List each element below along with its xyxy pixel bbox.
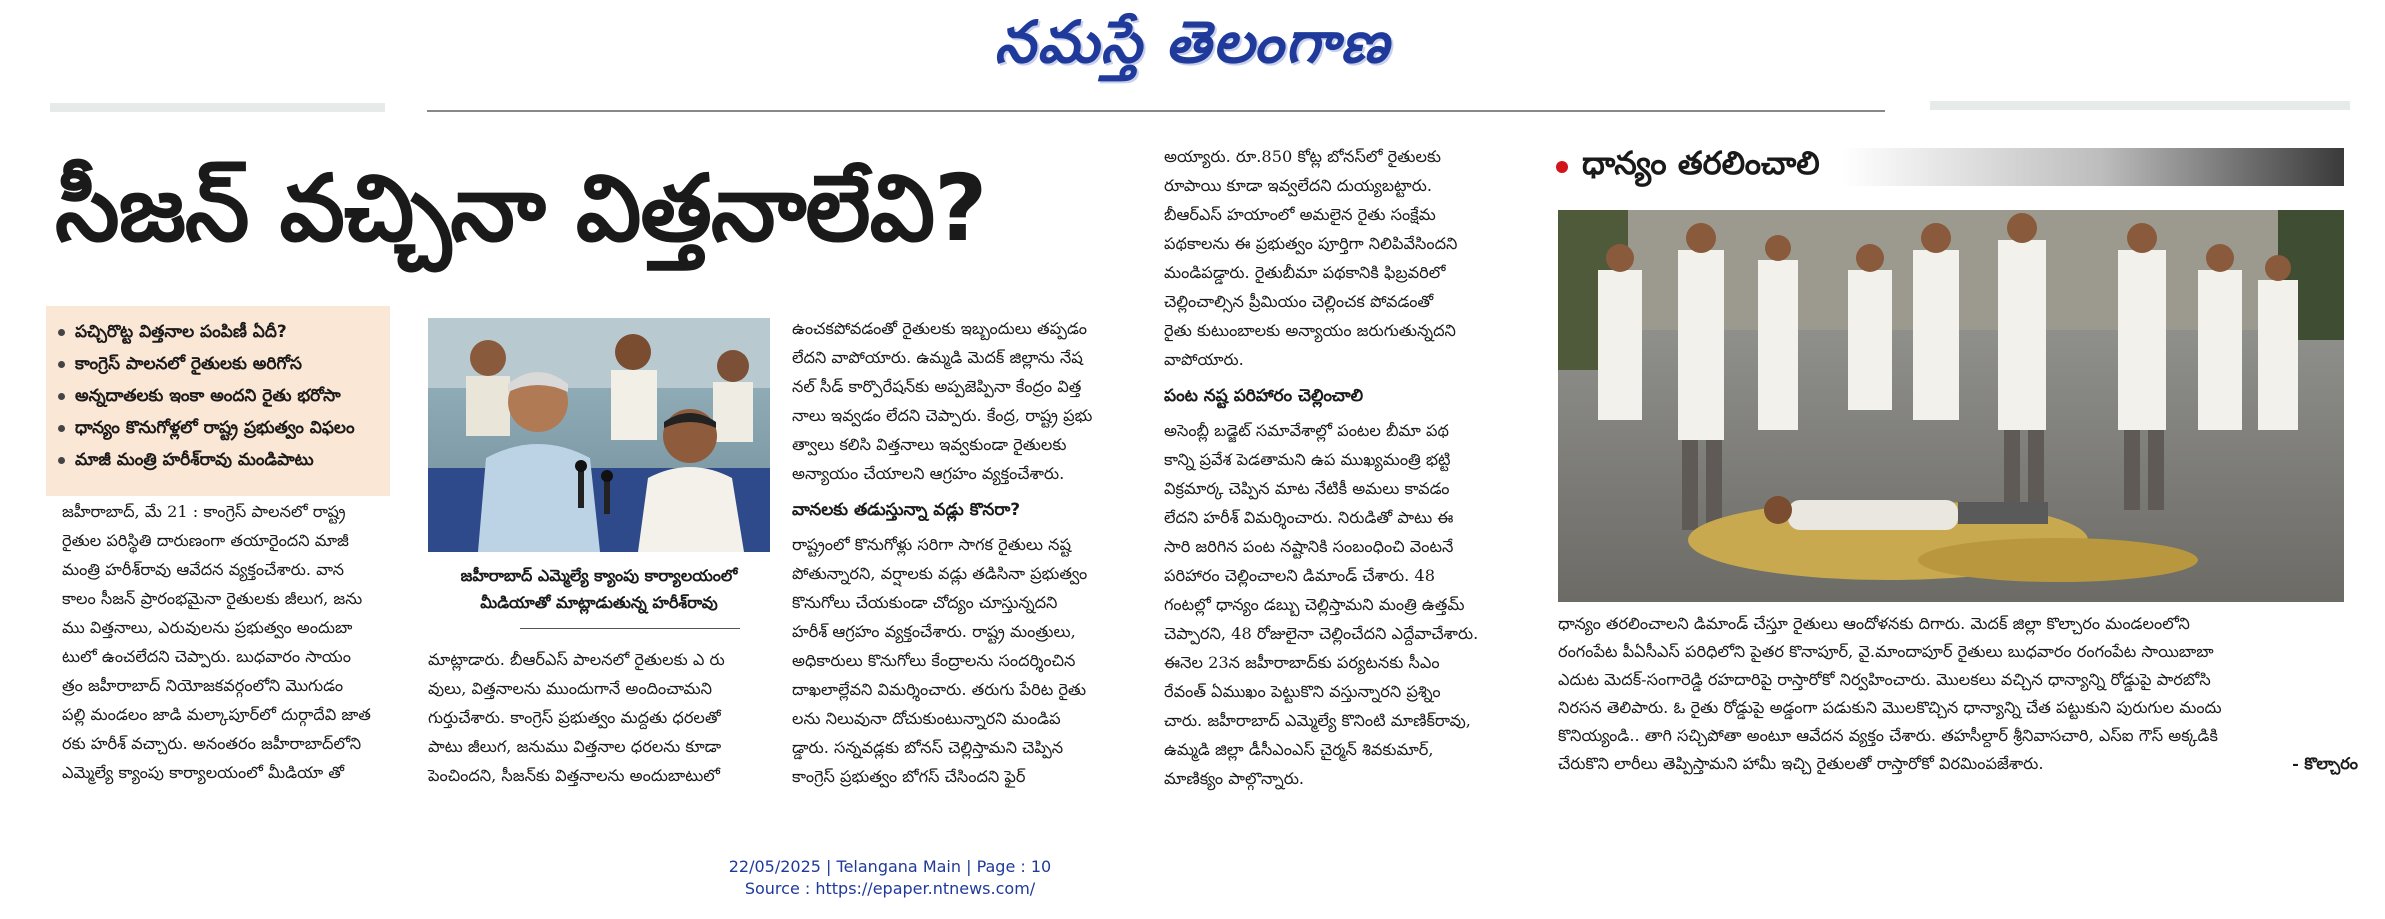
text-line: రాష్ట్రంలో కొనుగోళ్లు సరిగా సాగక రైతులు నష్ట — [792, 535, 1072, 554]
article-column-1 — [62, 497, 392, 787]
text-line: గుర్తుచేశారు. కాంగ్రెస్ ప్రభుత్వం మద్దతు ధరలతో — [428, 708, 721, 727]
headline: సీజన్ వచ్చినా విత్తనాలేవి? — [55, 155, 987, 262]
sidebar-title: ధాన్యం తరలించాలి — [1582, 144, 1820, 182]
text-line: మండిపడ్డారు. రైతుబీమా పథకానికి ఫిబ్రవరిలో — [1164, 263, 1446, 282]
caption-line: కొనియ్యండి.. తాగి సచ్చిపోతా అంటూ ఆవేదన వ్యక్తం చేశారు. తహసీల్దార్ శ్రీనివాసచారి, ఎస్ఐ గౌస్ అక్కడికి — [1558, 726, 2218, 745]
text-line: అన్యాయం చేయాలని ఆగ్రహం వ్యక్తంచేశారు. — [792, 464, 1065, 483]
text-line: మంత్రి హరీశ్‌రావు ఆవేదన వ్యక్తంచేశారు. వాన — [62, 560, 344, 579]
footer-date-page: 22/05/2025 | Telangana Main | Page : 10 — [728, 857, 1052, 876]
text-line: వాపోయారు. — [1164, 350, 1244, 369]
text-line: త్వాలు కలిసి విత్తనాలు ఇవ్వకుండా రైతులకు — [792, 435, 1067, 454]
protest-photo — [1558, 210, 2344, 602]
text-line: రైతు కుటుంబాలకు అన్యాయం జరుగుతున్నదని — [1164, 321, 1456, 340]
text-line: జహీరాబాద్, మే 21 : కాంగ్రెస్ పాలనలో రాష్ట్ర — [62, 502, 346, 521]
caption-line: నిరసన తెలిపారు. ఓ రైతు రోడ్డుపై అడ్డంగా పడుకుని మొలకొచ్చిన ధాన్యాన్ని చేత పట్టుకుని పురుగుల మందు — [1558, 698, 2222, 717]
text-line: డ్డారు. సన్నవడ్లకు బోనస్ చెల్లిస్తామని చెప్పిన — [792, 738, 1064, 757]
text-line: పల్లి మండలం జాడి మల్కాపూర్‌లో దుర్గాదేవి జాత — [62, 705, 371, 724]
text-line: ఈనెల 23న జహీరాబాద్‌కు పర్యటనకు సీఎం — [1164, 653, 1440, 672]
text-line: రకు హరీశ్ వచ్చారు. అనంతరం జహీరాబాద్‌లోని — [62, 734, 362, 753]
masthead: నమస్తే తెలంగాణ — [994, 8, 1391, 76]
text-line: ఎమ్మెల్యే క్యాంపు కార్యాలయంలో మీడియా తో — [62, 763, 345, 782]
header-rule-right — [1930, 101, 2350, 110]
dateline-credit: - కొల్చారం — [2292, 754, 2358, 773]
caption-line: చేరుకొని లారీలు తెప్పిస్తామని హామీ ఇచ్చి రైతులతో రాస్తారోకో విరమింపజేశారు. — [1558, 754, 2044, 773]
text-line: పథకాలను ఈ ప్రభుత్వం పూర్తిగా నిలిపివేసిందని — [1164, 234, 1458, 253]
subheading: పంట నష్ట పరిహారం చెల్లించాలి — [1164, 386, 1364, 406]
text-line: రేవంత్ ఏముఖం పెట్టుకొని వస్తున్నారని ప్రశ్నిం — [1164, 682, 1441, 701]
text-line: చెల్లించాల్సిన ప్రీమియం చెల్లించక పోవడంతో — [1164, 292, 1434, 311]
article-column-4 — [1164, 142, 1514, 793]
text-line: నల్ సీడ్ కార్పొరేషన్‌కు అప్పజెప్పినా కేంద్రం విత్త — [792, 377, 1082, 396]
text-line: కాలం సీజన్ ప్రారంభమైనా రైతులకు జీలుగ, జను — [62, 589, 363, 608]
text-line: హరీశ్ ఆగ్రహం వ్యక్తంచేశారు. రాష్ట్ర మంత్రులు, — [792, 622, 1076, 641]
caption-line: జహీరాబాద్ ఎమ్మెల్యే క్యాంపు కార్యాలయంలో — [460, 566, 738, 585]
text-line: ఉమ్మడి జిల్లా డీసీఎంఎస్ చైర్మన్ శివకుమార్, — [1164, 740, 1434, 759]
article-column-2 — [428, 645, 768, 790]
photo-caption — [424, 562, 774, 616]
text-line: ఉంచకపోవడంతో రైతులకు ఇబ్బందులు తప్పడం — [792, 319, 1087, 338]
caption-line: ధాన్యం తరలించాలని డిమాండ్ చేస్తూ రైతులు ఆందోళనకు దిగారు. మెదక్ జిల్లా కొల్చారం మండలంలోని — [1558, 614, 2190, 633]
caption-line: మీడియాతో మాట్లాడుతున్న హరీశ్‌రావు — [480, 593, 718, 612]
text-line: కాన్ని ప్రవేశ పెడతామని ఉప ముఖ్యమంత్రి భట్టి — [1164, 450, 1451, 469]
text-line: నాలు ఇవ్వడం లేదని చెప్పారు. కేంద్ర, రాష్ట్ర ప్రభు — [792, 406, 1093, 425]
sidebar-title-bar — [1534, 144, 2344, 186]
caption-line: రంగంపేట పీఏసీఎస్ పరిధిలోని పైతర కొనాపూర్, వై.మాందాపూర్ రైతులు బుధవారం రంగంపేట సాయిబాబా — [1558, 642, 2214, 661]
text-line: పరిహారం చెల్లించాలని డిమాండ్ చేశారు. 48 — [1164, 566, 1435, 585]
bullet-icon — [58, 329, 65, 336]
subheading: వానలకు తడుస్తున్నా వడ్లు కొనరా? — [792, 500, 1021, 520]
text-line: రూపాయి కూడా ఇవ్వలేదని దుయ్యబట్టారు. — [1164, 176, 1433, 195]
red-dot-icon — [1556, 161, 1568, 173]
text-line: పాటు జీలుగ, జనుము విత్తనాల ధరలను కూడా — [428, 737, 722, 756]
text-line: లేదని హరీశ్ విమర్శించారు. నిరుడితో పాటు ఈ — [1164, 508, 1454, 527]
text-line: వులు, విత్తనాలను ముందుగానే అందించామని — [428, 679, 713, 698]
text-line: దాఖలాల్లేవని విమర్శించారు. తరుగు పేరిట రైతు — [792, 680, 1087, 699]
header-rule-center — [427, 110, 1885, 112]
text-line: చారు. జహీరాబాద్ ఎమ్మెల్యే కొనింటి మాణిక్‌రావు, — [1164, 711, 1471, 730]
text-line: విక్రమార్క చెప్పిన మాట నేటికీ అమలు కావడం — [1164, 479, 1450, 498]
page-footer — [0, 856, 1780, 900]
caption-line: ఎదుట మెదక్-సంగారెడ్డి రహదారిపై రాస్తారోకో నిర్వహించారు. మొలకలు వచ్చిన ధాన్యాన్ని రోడ్డుపై పారబోసి — [1558, 670, 2211, 689]
text-line: అసెంబ్లీ బడ్జెట్ సమావేశాల్లో పంటల బీమా పథ — [1164, 421, 1449, 440]
highlight-item: ధాన్యం కొనుగోళ్లలో రాష్ట్ర ప్రభుత్వం విఫలం — [52, 412, 384, 444]
sidebar-caption — [1558, 610, 2358, 778]
press-meet-photo — [428, 318, 770, 552]
text-line: పెంచిందని, సీజన్‌కు విత్తనాలను అందుబాటులో — [428, 766, 720, 785]
text-line: కాంగ్రెస్ ప్రభుత్వం బోగస్ చేసిందని ఫైర్ — [792, 767, 1026, 786]
bullet-icon — [58, 457, 65, 464]
bullet-icon — [58, 393, 65, 400]
article-column-3 — [792, 314, 1138, 791]
text-line: అయ్యారు. రూ.850 కోట్ల బోనస్‌లో రైతులకు — [1164, 147, 1441, 166]
highlights-box — [46, 306, 390, 496]
text-line: ము విత్తనాలు, ఎరువులను ప్రభుత్వం అందుబా — [62, 618, 353, 637]
header-rule-left — [50, 103, 385, 112]
bullet-icon — [58, 361, 65, 368]
text-line: టులో ఉంచలేదని చెప్పారు. బుధవారం సాయం — [62, 647, 351, 666]
text-line: అధికారులు కొనుగోలు కేంద్రాలను సందర్శించిన — [792, 651, 1076, 670]
text-line: త్రం జహీరాబాద్ నియోజకవర్గంలోని మొగుడం — [62, 676, 344, 695]
text-line: పోతున్నారని, వర్షాలకు వడ్లు తడిసినా ప్రభుత్వం — [792, 564, 1088, 583]
highlight-item: అన్నదాతలకు ఇంకా అందని రైతు భరోసా — [52, 380, 384, 412]
text-line: సారి జరిగిన పంట నష్టానికి సంబంధించి వెంటనే — [1164, 537, 1454, 556]
footer-source-link[interactable]: Source : https://epaper.ntnews.com/ — [744, 879, 1036, 898]
highlight-item: కాంగ్రెస్ పాలనలో రైతులకు అరిగోస — [52, 348, 384, 380]
text-line: చెప్పారని, 48 రోజులైనా చెల్లించేదని ఎద్దేవాచేశారు. — [1164, 624, 1479, 643]
text-line: లేదని వాపోయారు. ఉమ్మడి మెదక్ జిల్లాను నేష — [792, 348, 1083, 367]
text-line: కొనుగోలు చేయకుండా చోద్యం చూస్తున్నదని — [792, 593, 1058, 612]
highlight-item: మాజీ మంత్రి హరీశ్‌రావు మండిపాటు — [52, 444, 384, 476]
highlight-item: పచ్చిరొట్ట విత్తనాల పంపిణీ ఏదీ? — [52, 316, 384, 348]
caption-divider — [520, 628, 740, 629]
text-line: గంటల్లో ధాన్యం డబ్బు చెల్లిస్తామని మంత్రి ఉత్తమ్ — [1164, 595, 1465, 614]
text-line: రైతుల పరిస్థితి దారుణంగా తయారైందని మాజీ — [62, 531, 349, 550]
text-line: లను నిలువునా దోచుకుంటున్నారని మండిప — [792, 709, 1061, 728]
text-line: మాట్లాడారు. బీఆర్ఎస్ పాలనలో రైతులకు ఎ రు — [428, 650, 725, 669]
text-line: బీఆర్ఎస్ హయాంలో అమలైన రైతు సంక్షేమ — [1164, 205, 1436, 224]
text-line: మాణిక్యం పాల్గొన్నారు. — [1164, 769, 1305, 788]
bullet-icon — [58, 425, 65, 432]
